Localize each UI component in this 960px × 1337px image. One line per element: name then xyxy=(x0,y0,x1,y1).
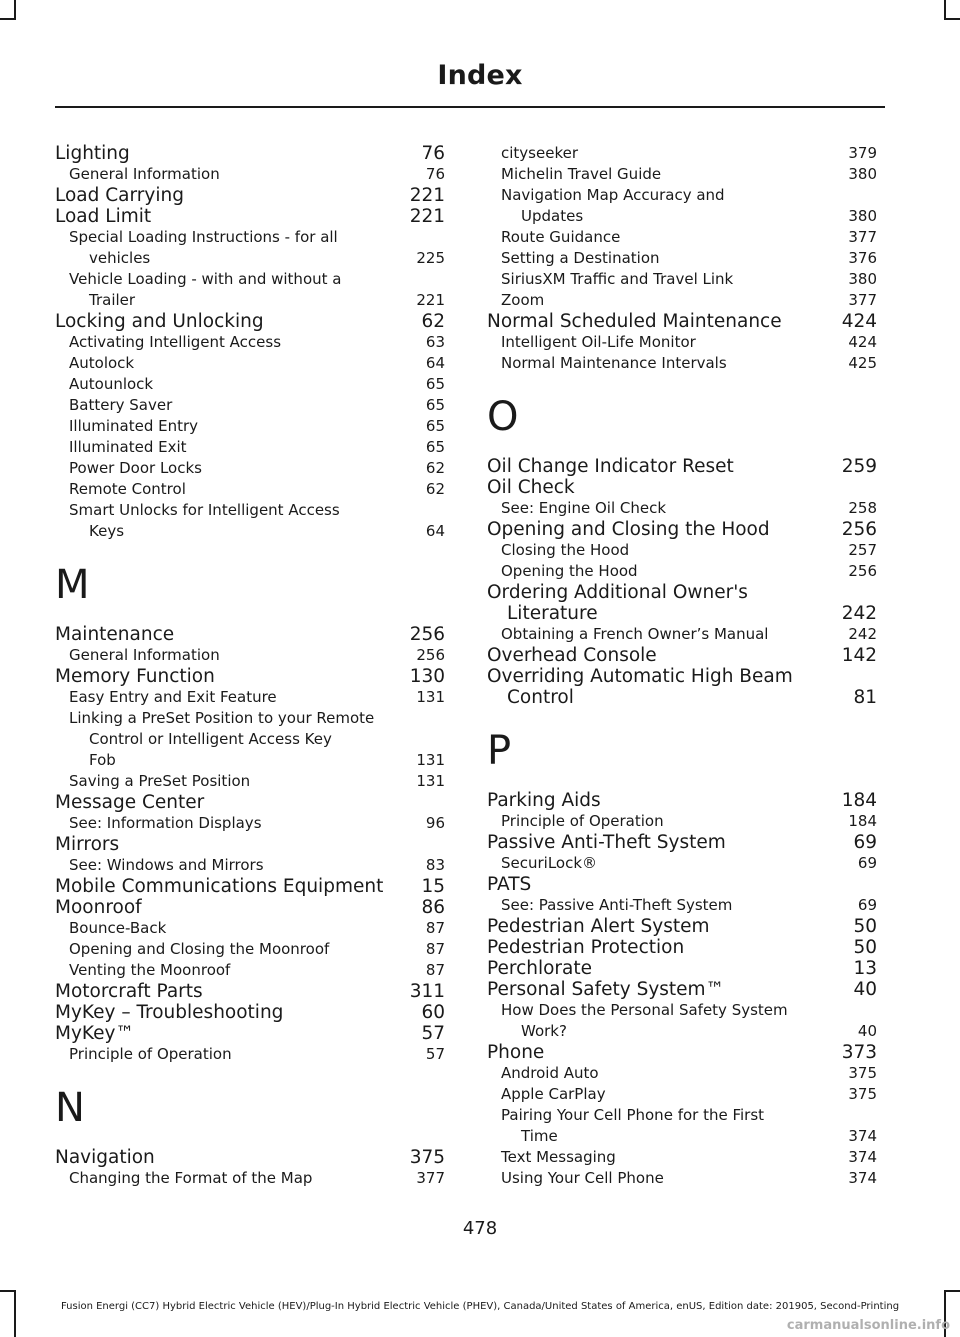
index-subentry[interactable] xyxy=(55,1044,445,1065)
index-entry[interactable] xyxy=(487,916,877,937)
index-entry[interactable] xyxy=(487,645,877,666)
index-entry[interactable] xyxy=(487,790,877,811)
entry-page-number: 76 xyxy=(425,165,445,183)
index-subentry[interactable] xyxy=(487,143,877,164)
index-entry-heading: Oil Check xyxy=(487,477,575,498)
entry-text: Phone xyxy=(487,1042,545,1063)
index-subentry[interactable] xyxy=(487,853,877,874)
entry-page-number: 60 xyxy=(421,1002,445,1023)
entry-page-number: 57 xyxy=(421,1023,445,1044)
entry-text: Apple CarPlay xyxy=(501,1085,606,1103)
index-entry[interactable] xyxy=(55,666,445,687)
entry-page-number: 40 xyxy=(853,979,877,1000)
entry-page-number: 131 xyxy=(416,772,445,790)
entry-text: Overriding Automatic High Beam xyxy=(487,666,793,687)
watermark: carmanualsonline.info xyxy=(786,1318,950,1333)
entry-text: Obtaining a French Owner’s Manual xyxy=(501,625,769,643)
entry-text: Literature xyxy=(507,603,598,624)
entry-text: Easy Entry and Exit Feature xyxy=(69,688,277,706)
index-subentry[interactable] xyxy=(487,1147,877,1168)
entry-text: Passive Anti-Theft System xyxy=(487,832,726,853)
index-entry[interactable] xyxy=(487,979,877,1000)
index-subentry[interactable] xyxy=(487,811,877,832)
entry-page-number: 380 xyxy=(848,165,877,183)
crop-mark xyxy=(14,1290,16,1337)
entry-page-number: 221 xyxy=(416,291,445,309)
index-entry[interactable] xyxy=(55,1147,445,1168)
entry-text: Opening and Closing the Moonroof xyxy=(69,940,330,958)
entry-text: Changing the Format of the Map xyxy=(69,1169,313,1187)
entry-text: Remote Control xyxy=(69,480,186,498)
entry-page-number: 425 xyxy=(848,354,877,372)
entry-text: Zoom xyxy=(501,291,545,309)
entry-text: Control or Intelligent Access Key xyxy=(89,730,332,748)
entry-page-number: 424 xyxy=(848,333,877,351)
entry-page-number: 380 xyxy=(848,270,877,288)
entry-page-number: 242 xyxy=(848,625,877,643)
entry-page-number: 374 xyxy=(848,1127,877,1145)
entry-page-number: 380 xyxy=(848,207,877,225)
entry-page-number: 379 xyxy=(848,144,877,162)
entry-text: Special Loading Instructions - for all xyxy=(69,228,338,246)
entry-text: Memory Function xyxy=(55,666,215,687)
entry-text: Mobile Communications Equipment xyxy=(55,876,384,897)
index-subentry[interactable] xyxy=(55,687,445,708)
entry-text: Saving a PreSet Position xyxy=(69,772,251,790)
entry-text: Principle of Operation xyxy=(501,812,664,830)
index-entry[interactable] xyxy=(55,1002,445,1023)
section-letter: M xyxy=(55,562,90,608)
index-entry[interactable] xyxy=(487,582,877,624)
entry-page-number: 87 xyxy=(425,961,445,979)
entry-page-number: 13 xyxy=(853,958,877,979)
entry-text: Closing the Hood xyxy=(501,541,630,559)
entry-page-number: 62 xyxy=(425,459,445,477)
index-subentry[interactable] xyxy=(487,185,877,227)
index-subentry[interactable] xyxy=(55,645,445,666)
index-subentry[interactable] xyxy=(55,164,445,185)
entry-page-number: 76 xyxy=(421,143,445,164)
entry-page-number: 62 xyxy=(425,480,445,498)
index-subentry[interactable] xyxy=(487,1105,877,1147)
entry-text: Bounce-Back xyxy=(69,919,167,937)
index-subentry[interactable] xyxy=(69,750,445,771)
index-subentry[interactable] xyxy=(487,1000,877,1042)
entry-text: Opening the Hood xyxy=(501,562,638,580)
index-subentry[interactable] xyxy=(55,458,445,479)
index-entry[interactable] xyxy=(55,981,445,1002)
entry-text: Principle of Operation xyxy=(69,1045,232,1063)
entry-page-number: 69 xyxy=(857,896,877,914)
index-subentry[interactable] xyxy=(487,227,877,248)
index-entry[interactable] xyxy=(487,958,877,979)
entry-text: Parking Aids xyxy=(487,790,601,811)
entry-page-number: 40 xyxy=(857,1022,877,1040)
entry-text: Using Your Cell Phone xyxy=(501,1169,664,1187)
entry-text: Keys xyxy=(89,522,125,540)
entry-text: Text Messaging xyxy=(501,1148,616,1166)
index-entry[interactable] xyxy=(55,185,445,206)
index-entry[interactable] xyxy=(487,937,877,958)
entry-page-number: 374 xyxy=(848,1169,877,1187)
entry-text: Opening and Closing the Hood xyxy=(487,519,770,540)
entry-text: Load Carrying xyxy=(55,185,184,206)
entry-text: How Does the Personal Safety System xyxy=(501,1001,788,1019)
entry-text: Route Guidance xyxy=(501,228,621,246)
entry-text: Ordering Additional Owner's xyxy=(487,582,748,603)
entry-text: Autolock xyxy=(69,354,135,372)
entry-text: Venting the Moonroof xyxy=(69,961,231,979)
index-subentry[interactable] xyxy=(55,332,445,353)
entry-page-number: 256 xyxy=(841,519,877,540)
section-letter: P xyxy=(487,728,512,774)
entry-page-number: 15 xyxy=(421,876,445,897)
title-rule xyxy=(55,106,885,108)
entry-text: Autounlock xyxy=(69,375,154,393)
entry-page-number: 184 xyxy=(848,812,877,830)
entry-text: Pedestrian Alert System xyxy=(487,916,710,937)
crop-mark xyxy=(0,18,16,20)
index-entry[interactable] xyxy=(55,897,445,918)
entry-text: Motorcraft Parts xyxy=(55,981,203,1002)
entry-text: See: Engine Oil Check xyxy=(501,499,667,517)
entry-page-number: 259 xyxy=(841,456,877,477)
crop-mark xyxy=(0,1290,16,1292)
index-subentry[interactable] xyxy=(487,353,877,374)
section-letter: O xyxy=(487,394,519,440)
index-subentry[interactable] xyxy=(55,479,445,500)
entry-text: Smart Unlocks for Intelligent Access xyxy=(69,501,340,519)
entry-text: Vehicle Loading - with and without a xyxy=(69,270,342,288)
index-subentry[interactable] xyxy=(487,498,877,519)
entry-text: Updates xyxy=(521,207,584,225)
index-subentry[interactable] xyxy=(487,1084,877,1105)
entry-page-number: 65 xyxy=(425,417,445,435)
index-subentry[interactable] xyxy=(487,332,877,353)
entry-page-number: 221 xyxy=(409,185,445,206)
entry-page-number: 65 xyxy=(425,396,445,414)
index-subentry[interactable] xyxy=(487,540,877,561)
entry-page-number: 50 xyxy=(853,916,877,937)
entry-page-number: 256 xyxy=(409,624,445,645)
entry-text: SecuriLock® xyxy=(501,854,598,872)
entry-page-number: 69 xyxy=(857,854,877,872)
entry-page-number: 424 xyxy=(841,311,877,332)
index-subentry[interactable] xyxy=(69,290,445,311)
index-subentry[interactable] xyxy=(55,1168,445,1189)
index-entry-heading: Mirrors xyxy=(55,834,120,855)
entry-text: Illuminated Entry xyxy=(69,417,199,435)
entry-page-number: 242 xyxy=(841,603,877,624)
index-subentry[interactable] xyxy=(55,918,445,939)
entry-text: MyKey™ xyxy=(55,1023,134,1044)
entry-text: Load Limit xyxy=(55,206,152,227)
entry-page-number: 87 xyxy=(425,919,445,937)
index-subentry[interactable] xyxy=(487,687,877,708)
index-entry[interactable] xyxy=(55,624,445,645)
index-subentry[interactable] xyxy=(55,708,445,771)
entry-page-number: 83 xyxy=(425,856,445,874)
index-subentry[interactable] xyxy=(487,290,877,311)
entry-text: See: Passive Anti-Theft System xyxy=(501,896,733,914)
index-entry[interactable] xyxy=(55,206,445,227)
entry-page-number: 374 xyxy=(848,1148,877,1166)
entry-page-number: 258 xyxy=(848,499,877,517)
entry-page-number: 373 xyxy=(841,1042,877,1063)
index-subentry[interactable] xyxy=(487,164,877,185)
entry-page-number: 65 xyxy=(425,438,445,456)
entry-text: Fob xyxy=(89,751,116,769)
index-subentry[interactable] xyxy=(55,500,445,542)
entry-text: Oil Change Indicator Reset xyxy=(487,456,734,477)
index-entry[interactable] xyxy=(487,311,877,332)
entry-text: Pairing Your Cell Phone for the First xyxy=(501,1106,765,1124)
index-entry[interactable] xyxy=(55,143,445,164)
crop-mark xyxy=(944,0,946,18)
index-entry[interactable] xyxy=(487,456,877,477)
entry-text: Personal Safety System™ xyxy=(487,979,725,1000)
entry-text: Locking and Unlocking xyxy=(55,311,264,332)
index-subentry[interactable] xyxy=(55,960,445,981)
index-subentry[interactable] xyxy=(55,374,445,395)
entry-page-number: 63 xyxy=(425,333,445,351)
index-subentry[interactable] xyxy=(55,437,445,458)
entry-text: cityseeker xyxy=(501,144,578,162)
entry-text: vehicles xyxy=(89,249,151,267)
index-entry[interactable] xyxy=(487,832,877,853)
index-subentry[interactable] xyxy=(501,1126,877,1147)
entry-page-number: 130 xyxy=(409,666,445,687)
entry-text: Maintenance xyxy=(55,624,175,645)
index-subentry[interactable] xyxy=(487,1063,877,1084)
index-subentry[interactable] xyxy=(487,1168,877,1189)
index-subentry[interactable] xyxy=(55,395,445,416)
page-title: Index xyxy=(437,60,523,91)
entry-text: General Information xyxy=(69,646,220,664)
entry-text: Power Door Locks xyxy=(69,459,202,477)
index-entry[interactable] xyxy=(487,519,877,540)
index-entry[interactable] xyxy=(55,311,445,332)
entry-page-number: 81 xyxy=(853,687,877,708)
crop-mark xyxy=(944,1290,960,1292)
index-subentry[interactable] xyxy=(55,939,445,960)
entry-text: Control xyxy=(507,687,574,708)
entry-page-number: 256 xyxy=(848,562,877,580)
index-subentry[interactable] xyxy=(501,1021,877,1042)
entry-text: Work? xyxy=(521,1022,567,1040)
entry-page-number: 131 xyxy=(416,751,445,769)
entry-text: See: Windows and Mirrors xyxy=(69,856,264,874)
entry-page-number: 65 xyxy=(425,375,445,393)
index-entry-heading: PATS xyxy=(487,874,532,895)
index-subentry[interactable] xyxy=(69,248,445,269)
entry-text: Intelligent Oil-Life Monitor xyxy=(501,333,696,351)
entry-page-number: 86 xyxy=(421,897,445,918)
entry-page-number: 184 xyxy=(841,790,877,811)
index-subentry[interactable] xyxy=(69,521,445,542)
entry-page-number: 377 xyxy=(848,228,877,246)
entry-text: Michelin Travel Guide xyxy=(501,165,662,183)
index-subentry[interactable] xyxy=(501,206,877,227)
index-subentry[interactable] xyxy=(55,813,445,834)
entry-page-number: 221 xyxy=(409,206,445,227)
entry-page-number: 375 xyxy=(848,1085,877,1103)
entry-text: Activating Intelligent Access xyxy=(69,333,282,351)
entry-page-number: 57 xyxy=(425,1045,445,1063)
index-subentry[interactable] xyxy=(487,561,877,582)
index-subentry[interactable] xyxy=(55,353,445,374)
entry-page-number: 96 xyxy=(425,814,445,832)
entry-text: Lighting xyxy=(55,143,130,164)
index-column-right xyxy=(487,143,877,1189)
index-subentry[interactable] xyxy=(55,416,445,437)
entry-page-number: 62 xyxy=(421,311,445,332)
entry-text: Time xyxy=(521,1127,558,1145)
entry-text: Android Auto xyxy=(501,1064,599,1082)
entry-page-number: 131 xyxy=(416,688,445,706)
entry-page-number: 375 xyxy=(409,1147,445,1168)
entry-text: Pedestrian Protection xyxy=(487,937,685,958)
crop-mark xyxy=(14,0,16,18)
entry-page-number: 257 xyxy=(848,541,877,559)
entry-text: Illuminated Exit xyxy=(69,438,187,456)
index-entry-heading: Message Center xyxy=(55,792,205,813)
entry-page-number: 87 xyxy=(425,940,445,958)
entry-page-number: 69 xyxy=(853,832,877,853)
entry-page-number: 142 xyxy=(841,645,877,666)
entry-text: See: Information Displays xyxy=(69,814,262,832)
entry-text: SiriusXM Traffic and Travel Link xyxy=(501,270,734,288)
entry-text: MyKey – Troubleshooting xyxy=(55,1002,284,1023)
entry-text: Trailer xyxy=(89,291,136,309)
index-entry[interactable] xyxy=(487,1042,877,1063)
entry-text: Linking a PreSet Position to your Remote xyxy=(69,709,375,727)
entry-text: Navigation xyxy=(55,1147,155,1168)
index-column-left xyxy=(55,143,445,1189)
index-subentry[interactable] xyxy=(55,269,445,311)
index-subentry[interactable] xyxy=(55,855,445,876)
footer-edition-note: Fusion Energi (CC7) Hybrid Electric Vehicle (HEV)/Plug-In Hybrid Electric Vehicle (PHEV), Canada/United States of America, enUS, Edition date: 201905, Second-Printing xyxy=(60,1301,900,1312)
entry-page-number: 377 xyxy=(416,1169,445,1187)
entry-page-number: 375 xyxy=(848,1064,877,1082)
index-entry[interactable] xyxy=(55,876,445,897)
entry-page-number: 64 xyxy=(425,354,445,372)
index-subentry[interactable] xyxy=(487,624,877,645)
entry-page-number: 225 xyxy=(416,249,445,267)
index-subentry[interactable] xyxy=(55,771,445,792)
crop-mark xyxy=(944,18,960,20)
entry-text: Battery Saver xyxy=(69,396,173,414)
index-subentry[interactable] xyxy=(487,895,877,916)
entry-page-number: 311 xyxy=(409,981,445,1002)
entry-text: General Information xyxy=(69,165,220,183)
index-subentry[interactable] xyxy=(487,603,877,624)
entry-page-number: 64 xyxy=(425,522,445,540)
entry-page-number: 377 xyxy=(848,291,877,309)
index-subentry[interactable] xyxy=(487,269,877,290)
entry-text: Overhead Console xyxy=(487,645,657,666)
index-subentry[interactable] xyxy=(55,227,445,269)
entry-text: Moonroof xyxy=(55,897,142,918)
entry-page-number: 376 xyxy=(848,249,877,267)
entry-page-number: 50 xyxy=(853,937,877,958)
entry-text: Setting a Destination xyxy=(501,249,660,267)
index-entry[interactable] xyxy=(55,1023,445,1044)
entry-page-number: 256 xyxy=(416,646,445,664)
entry-text: Navigation Map Accuracy and xyxy=(501,186,725,204)
entry-text: Normal Scheduled Maintenance xyxy=(487,311,782,332)
section-letter: N xyxy=(55,1085,85,1131)
page-number: 478 xyxy=(462,1218,498,1239)
entry-text: Normal Maintenance Intervals xyxy=(501,354,727,372)
entry-text: Perchlorate xyxy=(487,958,593,979)
index-entry[interactable] xyxy=(487,666,877,708)
index-subentry[interactable] xyxy=(487,248,877,269)
